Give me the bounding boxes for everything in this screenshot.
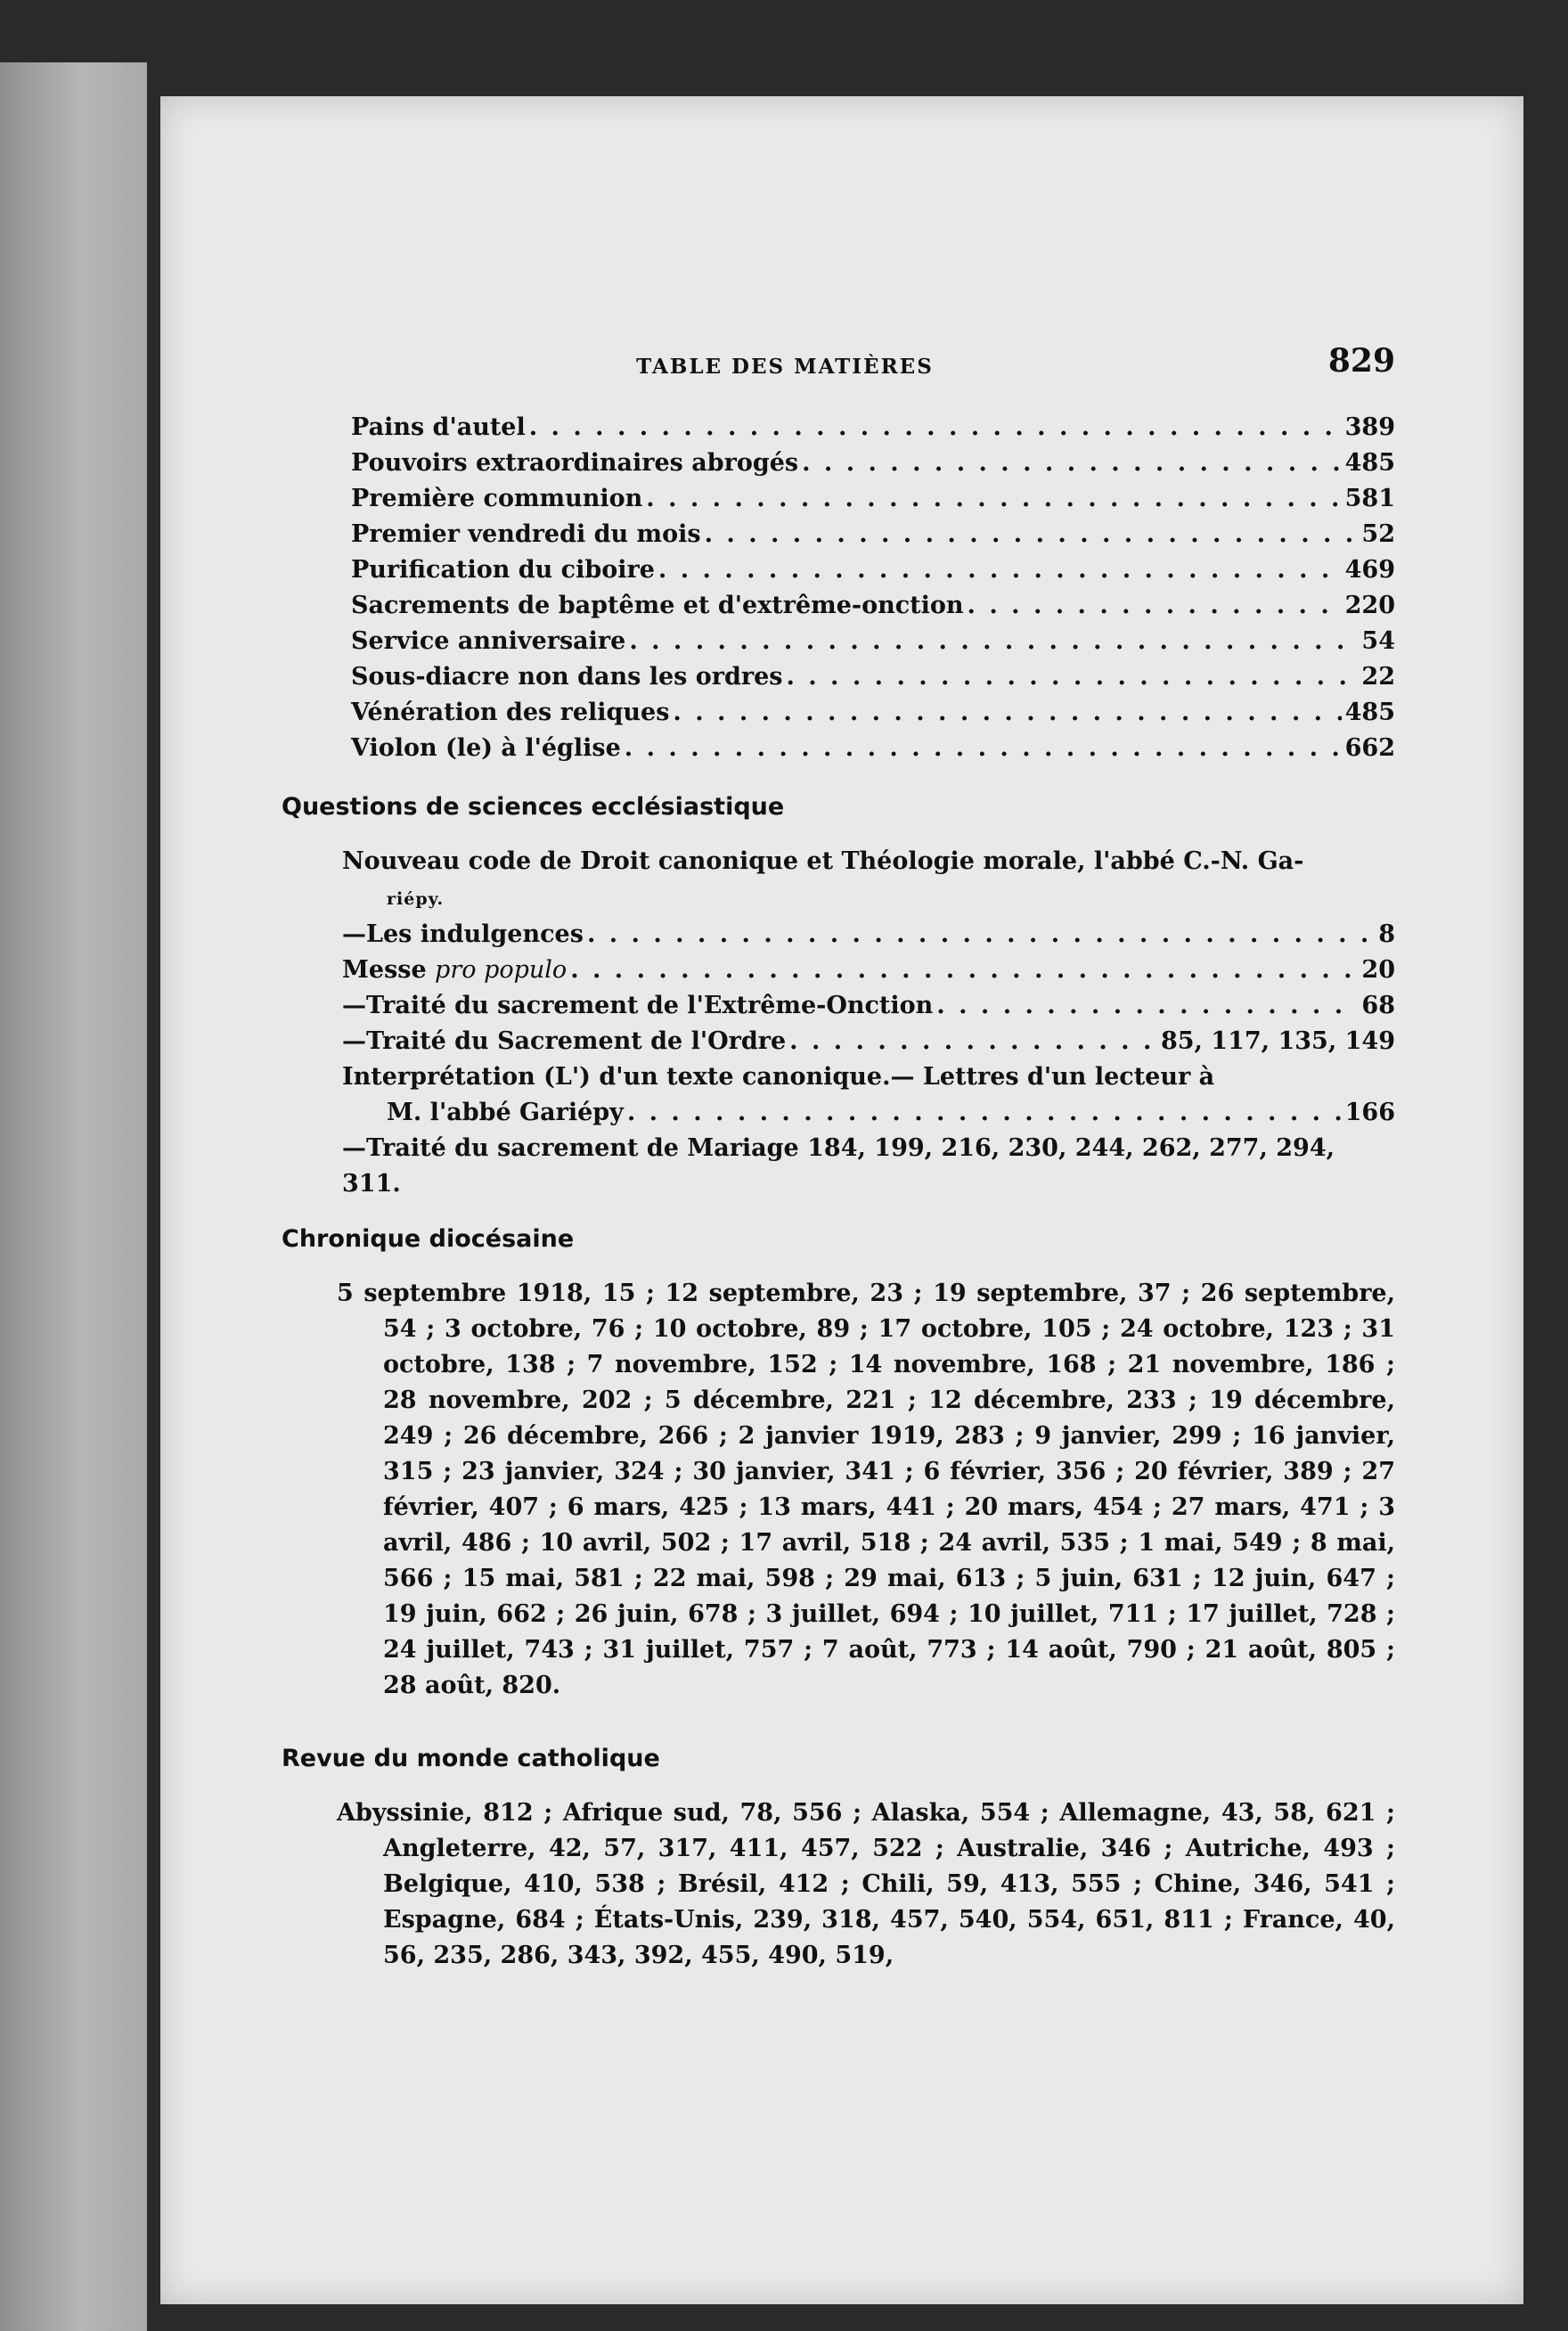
leader-dots xyxy=(625,731,1342,766)
entry-label: M. l'abbé Gariépy xyxy=(387,1099,624,1126)
list-item xyxy=(351,659,1395,695)
entry-label: Purification du ciboire xyxy=(351,556,655,584)
revue-paragraph: Abyssinie, 812 ; Afrique sud, 78, 556 ; Alaska, 554 ; Allemagne, 43, 58, 621 ; Angleterre, 42, 57, 317, 411, 457, 522 ; Australie, 346 ; Autriche, 493 ; Belgique, 410, 538 ; Brésil, 412 ; Chili, 59, 413, 555 ; Chine, 346, 541 ; Espagne, 684 ; États-Unis, 239, 318, 457, 540, 554, 651, 811 ; France, 40, 56, 235, 286, 343, 392, 455, 490, 519, xyxy=(337,1799,1395,1969)
entry-page: 389 xyxy=(1344,413,1395,441)
leader-dots xyxy=(786,659,1358,695)
entry-page: 485 xyxy=(1344,449,1395,477)
entry-page: 22 xyxy=(1361,663,1395,691)
entry-label-italic: pro populo xyxy=(435,956,568,984)
entry-page: 52 xyxy=(1361,520,1395,548)
entry-label-prefix: Messe xyxy=(342,956,436,984)
entry-page: 85, 117, 135, 149 xyxy=(1160,1027,1395,1055)
intro-text: Nouveau code de Droit canonique et Théologie morale, l'abbé C.-N. Ga- xyxy=(342,847,1304,875)
entry-page: 68 xyxy=(1361,992,1395,1019)
entry-page: 54 xyxy=(1361,627,1395,655)
section-heading-questions: Questions de sciences ecclésiastique xyxy=(282,793,785,821)
list-item xyxy=(351,695,1395,731)
adjacent-page-edge xyxy=(0,62,147,2331)
entry-label: Pains d'autel xyxy=(351,413,526,441)
leader-dots xyxy=(587,917,1375,953)
entry-label: —Traité du sacrement de l'Extrême-Onction xyxy=(342,992,934,1019)
list-item xyxy=(351,624,1395,659)
running-title: TABLE DES MATIÈRES xyxy=(636,355,934,379)
entry-page: 469 xyxy=(1344,556,1395,584)
entry-page: 485 xyxy=(1344,699,1395,726)
entry-page: 662 xyxy=(1344,734,1395,762)
entry-label: Sous-diacre non dans les ordres xyxy=(351,663,783,691)
leader-dots xyxy=(802,446,1342,481)
leader-dots xyxy=(968,588,1342,624)
section-heading-revue: Revue du monde catholique xyxy=(282,1745,660,1772)
list-item xyxy=(342,917,1395,953)
entry-label: Vénération des reliques xyxy=(351,699,670,726)
entry-label: —Traité du Sacrement de l'Ordre xyxy=(342,1027,787,1055)
running-header xyxy=(282,342,1395,396)
list-item xyxy=(351,446,1395,481)
entry-label: Première communion xyxy=(351,485,643,512)
entry-page: 581 xyxy=(1344,485,1395,512)
entry-label: Pouvoirs extraordinaires abrogés xyxy=(351,449,799,477)
list-item xyxy=(351,731,1395,766)
intro-entry xyxy=(342,844,1395,917)
chronique-paragraph: 5 septembre 1918, 15 ; 12 septembre, 23 ; 19 septembre, 37 ; 26 septembre, 54 ; 3 octobre, 76 ; 10 octobre, 89 ; 17 octobre, 105 ; 24 octobre, 123 ; 31 octobre, 138 ; 7 novembre, 152 ; 14 novembre, 168 ; 21 novembre, 186 ; 28 novembre, 202 ; 5 décembre, 221 ; 12 décembre, 233 ; 19 décembre, 249 ; 26 décembre, 266 ; 2 janvier 1919, 283 ; 9 janvier, 299 ; 16 janvier, 315 ; 23 janvier, 324 ; 30 janvier, 341 ; 6 février, 356 ; 20 février, 389 ; 27 février, 407 ; 6 mars, 425 ; 13 mars, 441 ; 20 mars, 454 ; 27 mars, 471 ; 3 avril, 486 ; 10 avril, 502 ; 17 avril, 518 ; 24 avril, 535 ; 1 mai, 549 ; 8 mai, 566 ; 15 mai, 581 ; 22 mai, 598 ; 29 mai, 613 ; 5 juin, 631 ; 12 juin, 647 ; 19 juin, 662 ; 26 juin, 678 ; 3 juillet, 694 ; 10 juillet, 711 ; 17 juillet, 728 ; 24 juillet, 743 ; 31 juillet, 757 ; 7 août, 773 ; 14 août, 790 ; 21 août, 805 ; 28 août, 820. xyxy=(337,1280,1395,1699)
list-item xyxy=(342,988,1395,1024)
list-item xyxy=(342,1024,1395,1059)
leader-dots xyxy=(627,1095,1342,1131)
top-entry-list xyxy=(351,410,1395,766)
entry-page: 166 xyxy=(1344,1099,1395,1126)
entry-page: 220 xyxy=(1344,592,1395,619)
entry-label: Violon (le) à l'église xyxy=(351,734,621,762)
intro-tail: riépy. xyxy=(387,889,445,909)
list-item xyxy=(351,552,1395,588)
list-item xyxy=(342,953,1395,988)
entry-label: Service anniversaire xyxy=(351,627,626,655)
section-heading-chronique: Chronique diocésaine xyxy=(282,1225,575,1253)
questions-list xyxy=(342,844,1395,1202)
entry-label xyxy=(342,953,567,988)
entry-page: 20 xyxy=(1361,956,1395,984)
list-item xyxy=(351,588,1395,624)
mariage-entry: —Traité du sacrement de Mariage 184, 199, 216, 230, 244, 262, 277, 294, 311. xyxy=(342,1134,1335,1198)
page-content xyxy=(282,342,1395,1974)
list-item xyxy=(351,410,1395,446)
leader-dots xyxy=(529,410,1342,446)
leader-dots xyxy=(658,552,1342,588)
entry-page: 8 xyxy=(1378,920,1395,948)
leader-dots xyxy=(936,988,1358,1024)
leader-dots xyxy=(705,517,1359,552)
leader-dots xyxy=(789,1024,1157,1059)
leader-dots xyxy=(673,695,1341,731)
entry-label: Premier vendredi du mois xyxy=(351,520,701,548)
entry-label: —Les indulgences xyxy=(342,920,584,948)
list-item xyxy=(351,481,1395,517)
entry-label: Sacrements de baptême et d'extrême-onction xyxy=(351,592,964,619)
page-number: 829 xyxy=(1327,342,1395,380)
interpretation-entry-line2 xyxy=(342,1095,1395,1131)
interpretation-entry-line1: Interprétation (L') d'un texte canonique.— Lettres d'un lecteur à xyxy=(342,1063,1215,1091)
list-item xyxy=(351,517,1395,552)
leader-dots xyxy=(646,481,1341,517)
book-page xyxy=(160,96,1523,2304)
leader-dots xyxy=(570,953,1358,988)
leader-dots xyxy=(629,624,1358,659)
